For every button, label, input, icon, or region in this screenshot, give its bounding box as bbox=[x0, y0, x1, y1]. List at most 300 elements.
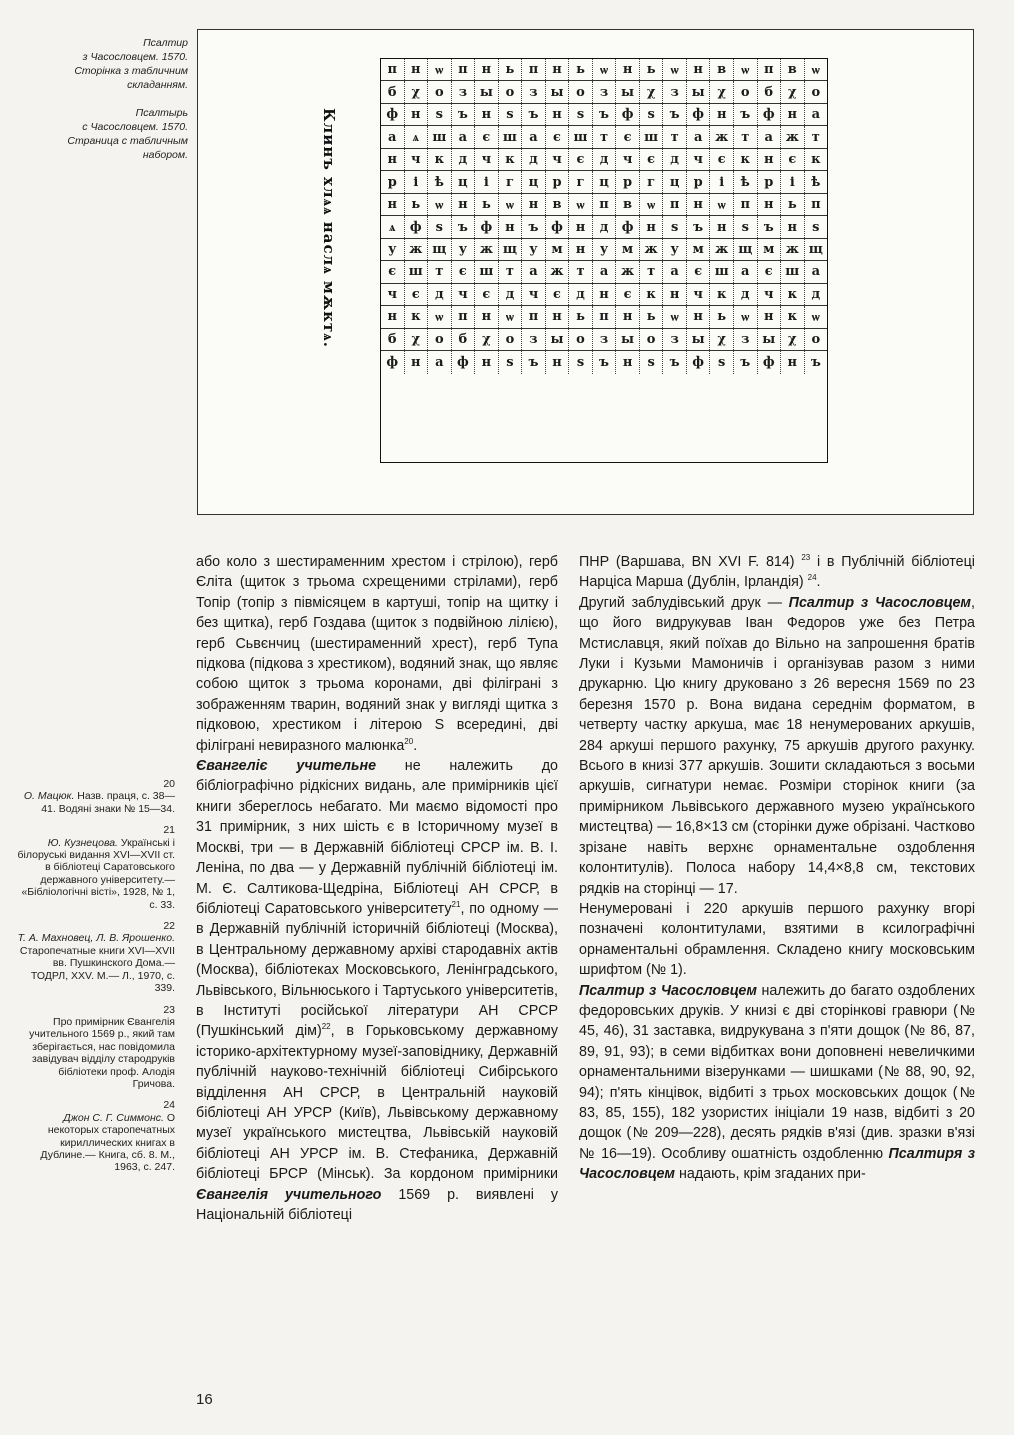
grid-cell: у bbox=[522, 239, 546, 260]
grid-cell: ъ bbox=[687, 216, 711, 237]
grid-cell: а bbox=[522, 126, 546, 147]
grid-cell: ч bbox=[687, 149, 711, 170]
grid-cell: ш bbox=[710, 261, 734, 282]
grid-cell: о bbox=[811, 84, 821, 100]
grid-cell: н bbox=[381, 194, 405, 215]
grid-cell: з bbox=[452, 81, 476, 102]
footnote-ref: 21 bbox=[451, 900, 461, 910]
grid-cell: ь bbox=[640, 306, 664, 327]
grid-cell: н bbox=[687, 194, 711, 215]
grid-cell: ф bbox=[616, 104, 640, 125]
grid-cell: з bbox=[663, 329, 687, 350]
grid-cell: ѡ bbox=[734, 306, 758, 327]
grid-cell: о bbox=[811, 331, 821, 347]
grid-cell: ѡ bbox=[428, 59, 452, 80]
caption-line: набором. bbox=[142, 149, 188, 161]
book-title: Псалтир з Часословцем bbox=[579, 982, 757, 999]
grid-cell: п bbox=[381, 59, 405, 80]
grid-cell: з bbox=[663, 81, 687, 102]
grid-cell: ѡ bbox=[640, 194, 664, 215]
grid-cell: ѡ bbox=[499, 306, 523, 327]
grid-cell: ы bbox=[546, 329, 570, 350]
grid-cell: і bbox=[710, 171, 734, 192]
grid-cell: н bbox=[758, 306, 782, 327]
caption-line: Псалтырь bbox=[135, 107, 188, 119]
grid-cell: у bbox=[452, 239, 476, 260]
footnote-ref: 22 bbox=[321, 1022, 331, 1032]
grid-cell: ъ bbox=[663, 351, 687, 373]
grid-cell: ж bbox=[710, 126, 734, 147]
grid-row bbox=[381, 284, 827, 306]
grid-cell: ь bbox=[710, 306, 734, 327]
grid-cell: к bbox=[428, 149, 452, 170]
footnote-ref: 20 bbox=[404, 736, 414, 746]
grid-cell: в bbox=[781, 59, 805, 80]
text-run: Другий заблудівський друк — bbox=[579, 594, 789, 611]
grid-cell: ш bbox=[640, 126, 664, 147]
grid-cell: ѡ bbox=[811, 62, 820, 78]
footnote-text: Про примірник Євангелія учительного 1569 р., який там зберігається, нас повідомила завідувач відділу стародруків бібліотеки проф. Алодія Гричова. bbox=[29, 1015, 175, 1090]
grid-cell: s bbox=[640, 351, 664, 373]
grid-cell: к bbox=[734, 149, 758, 170]
grid-cell: ш bbox=[405, 261, 429, 282]
grid-cell: н bbox=[452, 194, 476, 215]
grid-cell: а bbox=[663, 261, 687, 282]
grid-cell: χ bbox=[405, 329, 429, 350]
caption-line: Сторінка з табличним bbox=[74, 65, 188, 77]
caption-line: с Часословцем. 1570. bbox=[82, 121, 188, 133]
grid-row bbox=[381, 81, 827, 103]
grid-cell: ф bbox=[687, 104, 711, 125]
grid-cell: м bbox=[758, 239, 782, 260]
grid-cell: ъ bbox=[758, 216, 782, 237]
grid-cell: н bbox=[546, 59, 570, 80]
text-run: Ненумеровані і 220 аркушів першого рахунку вгорі позначені колонтитулами, взятими в ксилографічні орнаментальні обрамлення. Складено книгу московським шрифтом (№ 1). bbox=[579, 900, 975, 979]
grid-cell: з bbox=[522, 329, 546, 350]
grid-cell: є bbox=[569, 149, 593, 170]
grid-row bbox=[381, 216, 827, 238]
grid-cell: п bbox=[452, 306, 476, 327]
grid-cell: а bbox=[522, 261, 546, 282]
grid-cell: н bbox=[475, 104, 499, 125]
caption-russian bbox=[18, 106, 188, 162]
grid-cell: п bbox=[522, 306, 546, 327]
grid-cell: к bbox=[640, 284, 664, 305]
grid-cell: ѡ bbox=[569, 194, 593, 215]
grid-cell: ѡ bbox=[734, 59, 758, 80]
grid-cell: б bbox=[758, 81, 782, 102]
grid-cell: ъ bbox=[734, 351, 758, 373]
footnote-text: О некоторых старопечатных кириллических книгах в Дублине.— Книга, сб. 8. М., 1963, с. 247. bbox=[40, 1111, 175, 1174]
grid-cell: к bbox=[811, 152, 821, 168]
grid-cell: ф bbox=[758, 351, 782, 373]
grid-cell: з bbox=[593, 81, 617, 102]
grid-cell: в bbox=[546, 194, 570, 215]
grid-cell: ѣ bbox=[734, 171, 758, 192]
grid-cell: ѧ bbox=[381, 216, 405, 237]
caption-ukrainian bbox=[18, 36, 188, 92]
grid-cell: χ bbox=[781, 329, 805, 350]
grid-cell: є bbox=[475, 126, 499, 147]
letter-grid bbox=[380, 58, 828, 463]
grid-cell: н bbox=[475, 306, 499, 327]
grid-cell: о bbox=[499, 81, 523, 102]
grid-cell: о bbox=[569, 81, 593, 102]
grid-cell: н bbox=[381, 149, 405, 170]
grid-cell: т bbox=[499, 261, 523, 282]
grid-cell: в bbox=[616, 194, 640, 215]
grid-cell: ѡ bbox=[663, 306, 687, 327]
text-column-right bbox=[579, 552, 975, 1185]
grid-cell: ц bbox=[663, 171, 687, 192]
grid-cell: а bbox=[687, 126, 711, 147]
footnotes-sidebar bbox=[15, 778, 175, 1183]
grid-cell: s bbox=[710, 351, 734, 373]
grid-cell: ф bbox=[546, 216, 570, 237]
grid-cell: а bbox=[734, 261, 758, 282]
grid-cell: т bbox=[593, 126, 617, 147]
grid-cell: ж bbox=[710, 239, 734, 260]
grid-cell: ѡ bbox=[811, 309, 820, 325]
grid-cell: і bbox=[781, 171, 805, 192]
grid-cell: є bbox=[405, 284, 429, 305]
grid-cell: н bbox=[499, 216, 523, 237]
grid-cell: ф bbox=[758, 104, 782, 125]
grid-cell: ч bbox=[405, 149, 429, 170]
grid-cell: н bbox=[475, 351, 499, 373]
grid-cell: н bbox=[546, 351, 570, 373]
grid-cell: ѡ bbox=[428, 194, 452, 215]
footnote-number: 24 bbox=[163, 1099, 175, 1112]
footnote-author: Ю. Кузнецова. bbox=[47, 836, 118, 849]
grid-cell: ь bbox=[569, 306, 593, 327]
grid-cell: б bbox=[452, 329, 476, 350]
grid-cell: ъ bbox=[734, 104, 758, 125]
grid-cell: ш bbox=[475, 261, 499, 282]
grid-cell: ц bbox=[522, 171, 546, 192]
grid-cell: р bbox=[758, 171, 782, 192]
grid-cell: к bbox=[405, 306, 429, 327]
grid-row bbox=[381, 59, 827, 81]
footnote-text: Назв. праця, с. 38—41. Водяні знаки № 15—34. bbox=[41, 790, 175, 815]
grid-cell: д bbox=[734, 284, 758, 305]
grid-cell: г bbox=[569, 171, 593, 192]
grid-cell: ь bbox=[640, 59, 664, 80]
grid-cell: р bbox=[687, 171, 711, 192]
grid-cell: ы bbox=[616, 81, 640, 102]
paragraph: ПНР (Варшава, BN XVI F. 814) $^{23}$ і в Публічній бібліотеці Нарціса Марша (Дублін, Ірландія) $^{24}$. bbox=[579, 553, 975, 591]
text-run: і в Публічній бібліотеці Нарціса Марша (Дублін, Ірландія) bbox=[579, 554, 975, 591]
grid-cell: ч bbox=[381, 284, 405, 305]
grid-cell: ф bbox=[687, 351, 711, 373]
grid-cell: s bbox=[499, 104, 523, 125]
grid-cell: ц bbox=[593, 171, 617, 192]
grid-cell: ѣ bbox=[811, 174, 821, 190]
grid-row bbox=[381, 171, 827, 193]
grid-cell: ѡ bbox=[499, 194, 523, 215]
grid-cell: т bbox=[428, 261, 452, 282]
grid-cell: є bbox=[781, 149, 805, 170]
grid-cell: ф bbox=[616, 216, 640, 237]
grid-cell: є bbox=[546, 284, 570, 305]
grid-cell: н bbox=[640, 216, 664, 237]
grid-cell: н bbox=[781, 104, 805, 125]
grid-cell: р bbox=[616, 171, 640, 192]
grid-cell: п bbox=[663, 194, 687, 215]
grid-row bbox=[381, 329, 827, 351]
grid-cell: ь bbox=[781, 194, 805, 215]
grid-cell: в bbox=[710, 59, 734, 80]
grid-cell: і bbox=[405, 171, 429, 192]
grid-cell: ф bbox=[452, 351, 476, 373]
grid-cell: к bbox=[781, 306, 805, 327]
grid-cell: щ bbox=[734, 239, 758, 260]
grid-cell: о bbox=[640, 329, 664, 350]
grid-cell: а bbox=[758, 126, 782, 147]
grid-cell: ч bbox=[616, 149, 640, 170]
grid-cell: χ bbox=[781, 81, 805, 102]
grid-cell: п bbox=[758, 59, 782, 80]
grid-cell: s bbox=[569, 351, 593, 373]
grid-cell: д bbox=[593, 149, 617, 170]
grid-cell: н bbox=[758, 149, 782, 170]
grid-cell: н bbox=[569, 239, 593, 260]
text-run: , в Горьковському державному історико-архітектурному музеї-заповіднику, Державній публічній науково-технічній бібліотеці Сибірського відділення АН СРСР, в Центральній науковій бібліотеці АН УРСР (Київ), Львівському державному музеї українського мистецтва, Львівській науковій бібліотеці АН УРСР ім. В. Стефаника, Державній бібліотеці БРСР (Мінськ). За кордоном примірники bbox=[196, 1023, 558, 1183]
text-run: не належить до бібліографічно рідкісних видань, але примірників цієї книги збереглось небагато. Ми маємо відомості про 31 примірник, з них шість є в Історичному музеї в Москві, три — в Державній бібліотеці СРСР ім. В. І. Леніна, по два — у Державній публічній бібліотеці ім. М. Є. Салтикова-Щедріна, Бібліотеці АН СРСР, в бібліотеці Саратовського університету bbox=[196, 758, 558, 917]
grid-cell: ы bbox=[758, 329, 782, 350]
grid-cell: н bbox=[781, 351, 805, 373]
grid-cell: ч bbox=[452, 284, 476, 305]
grid-row bbox=[381, 194, 827, 216]
grid-cell: ц bbox=[452, 171, 476, 192]
grid-cell: ъ bbox=[593, 104, 617, 125]
paragraph: або коло з шестираменним хрестом і стрілою), герб Єліта (щиток з трьома схрещеними стрілами), герб Топір (топір з півмісяцем в картуші, топір на щитку і без щитка), герб Гоздава (щиток з подвійною лілією), герб Сьвєнчиц (шестираменний хрест), герб Тупа підкова (підкова з хрестиком), водяний знак, що являє собою щиток з трьома коронами, дві філіграні з зображенням тварин, водяний знак у вигляді щитка з підковою, хрестиком і літерою S всередині, дві філіграні невиразного малюнка$^{20}$. bbox=[196, 554, 558, 754]
grid-cell: п bbox=[593, 194, 617, 215]
grid-row bbox=[381, 351, 827, 373]
grid-cell: ж bbox=[475, 239, 499, 260]
grid-cell: ш bbox=[569, 126, 593, 147]
footnote-author: О. Мацюк. bbox=[23, 790, 75, 803]
text-run: належить до багато оздоблених федоровських друків. У книзі є дві сторінкові гравюри (№ 45, 46), 31 заставка, видрукувана з п'яти дощок (№ 86, 87, 89, 91, 93); в семи відбитках вони доповнені невеличкими орнаментальними візерунками — шишками (№ 88, 90, 92, 94); п'ять кінцівок, відбиті з трьох московських дощок (№ 83, 85, 155), 182 узористих ініціали 19 назв, відбиті з 20 дощок (№ 209—228), десять рядків в'язі (див. зразки в'язі № 16—19). Особливу ошатність оздобленню bbox=[579, 982, 975, 1162]
grid-cell: р bbox=[381, 171, 405, 192]
grid-cell: s bbox=[569, 104, 593, 125]
grid-cell: а bbox=[428, 351, 452, 373]
grid-cell: д bbox=[428, 284, 452, 305]
grid-cell: ѡ bbox=[428, 306, 452, 327]
footnote-number: 20 bbox=[163, 778, 175, 790]
grid-cell: ж bbox=[640, 239, 664, 260]
grid-cell: ы bbox=[546, 81, 570, 102]
grid-row bbox=[381, 126, 827, 148]
grid-cell: о bbox=[428, 81, 452, 102]
grid-cell: н bbox=[687, 59, 711, 80]
grid-cell: χ bbox=[405, 81, 429, 102]
footnote-number: 22 bbox=[163, 920, 175, 933]
grid-cell: н bbox=[616, 306, 640, 327]
grid-cell: т bbox=[811, 129, 820, 145]
grid-cell: ч bbox=[546, 149, 570, 170]
grid-cell: χ bbox=[710, 329, 734, 350]
grid-cell: д bbox=[569, 284, 593, 305]
grid-cell: ъ bbox=[522, 216, 546, 237]
grid-cell: о bbox=[734, 81, 758, 102]
grid-cell: ъ bbox=[522, 104, 546, 125]
text-run: надають, крім згаданих при- bbox=[675, 1166, 866, 1183]
grid-cell: н bbox=[405, 104, 429, 125]
caption-line: складанням. bbox=[127, 79, 188, 91]
grid-cell: п bbox=[593, 306, 617, 327]
grid-cell: ш bbox=[499, 126, 523, 147]
grid-cell: s bbox=[812, 219, 820, 235]
grid-cell: н bbox=[475, 59, 499, 80]
grid-cell: д bbox=[663, 149, 687, 170]
footnote bbox=[15, 778, 175, 815]
grid-cell: б bbox=[381, 329, 405, 350]
grid-cell: з bbox=[593, 329, 617, 350]
paragraph bbox=[579, 899, 975, 981]
grid-cell: д bbox=[593, 216, 617, 237]
grid-cell: є bbox=[381, 261, 405, 282]
grid-row bbox=[381, 149, 827, 171]
grid-cell: д bbox=[452, 149, 476, 170]
grid-cell: ы bbox=[687, 329, 711, 350]
footnote bbox=[15, 1004, 175, 1091]
footnote-text: Українські і білоруські видання XVI—XVII ст. в бібліотеці Саратовського державного університету.— «Бібліологічні вісті», 1928, № 1, с. 33. bbox=[17, 836, 175, 911]
grid-cell: χ bbox=[710, 81, 734, 102]
page-number: 16 bbox=[196, 1391, 213, 1408]
grid-cell: д bbox=[522, 149, 546, 170]
grid-cell: s bbox=[499, 351, 523, 373]
grid-cell: ь bbox=[475, 194, 499, 215]
grid-cell: ъ bbox=[593, 351, 617, 373]
grid-cell: м bbox=[687, 239, 711, 260]
grid-cell: н bbox=[710, 216, 734, 237]
grid-cell: н bbox=[663, 284, 687, 305]
caption-line: з Часословцем. 1570. bbox=[82, 51, 188, 63]
grid-cell: к bbox=[781, 284, 805, 305]
grid-cell: ж bbox=[781, 126, 805, 147]
grid-cell: п bbox=[452, 59, 476, 80]
grid-cell: щ bbox=[428, 239, 452, 260]
grid-cell: м bbox=[546, 239, 570, 260]
grid-cell: з bbox=[734, 329, 758, 350]
grid-cell: ы bbox=[687, 81, 711, 102]
grid-cell: н bbox=[522, 194, 546, 215]
grid-cell: н bbox=[546, 306, 570, 327]
grid-cell: і bbox=[475, 171, 499, 192]
footnote-number: 21 bbox=[163, 824, 175, 837]
grid-cell: щ bbox=[808, 241, 823, 257]
grid-cell: s bbox=[663, 216, 687, 237]
caption-line: Страница с табличным bbox=[67, 135, 188, 147]
grid-cell: ч bbox=[687, 284, 711, 305]
grid-cell: з bbox=[522, 81, 546, 102]
grid-cell: ф bbox=[405, 216, 429, 237]
grid-cell: χ bbox=[640, 81, 664, 102]
grid-cell: s bbox=[428, 104, 452, 125]
grid-cell: ф bbox=[475, 216, 499, 237]
grid-cell: ь bbox=[569, 59, 593, 80]
grid-cell: є bbox=[616, 284, 640, 305]
grid-cell: о bbox=[428, 329, 452, 350]
grid-cell: н bbox=[616, 351, 640, 373]
grid-cell: є bbox=[546, 126, 570, 147]
grid-cell: у bbox=[593, 239, 617, 260]
grid-cell: н bbox=[593, 284, 617, 305]
grid-cell: н bbox=[781, 216, 805, 237]
text-run: ПНР (Варшава, BN XVI F. 814) bbox=[579, 554, 795, 570]
grid-cell: д bbox=[811, 286, 821, 302]
grid-row bbox=[381, 261, 827, 283]
grid-cell: ч bbox=[522, 284, 546, 305]
grid-cell: г bbox=[640, 171, 664, 192]
grid-cell: ш bbox=[428, 126, 452, 147]
grid-cell: н bbox=[546, 104, 570, 125]
grid-cell: н bbox=[381, 306, 405, 327]
grid-cell: є bbox=[687, 261, 711, 282]
grid-cell: о bbox=[569, 329, 593, 350]
grid-cell: є bbox=[710, 149, 734, 170]
grid-cell: s bbox=[734, 216, 758, 237]
grid-cell: н bbox=[569, 216, 593, 237]
footnote-text: Старопечатные книги XVI—XVII вв. Пушкинского Дома.— ТОДРЛ, XXV. М.— Л., 1970, с. 339. bbox=[19, 944, 175, 995]
grid-cell: а bbox=[593, 261, 617, 282]
footnote-author: Т. А. Махновец, Л. В. Ярошенко. bbox=[17, 932, 175, 945]
grid-cell: н bbox=[710, 104, 734, 125]
grid-cell: ъ bbox=[810, 354, 821, 370]
grid-cell: б bbox=[381, 81, 405, 102]
grid-cell: н bbox=[405, 351, 429, 373]
book-title: Євангелія учительного bbox=[196, 1186, 382, 1203]
footnote-author: Джон С. Г. Симмонс. bbox=[63, 1111, 164, 1124]
text-run: , по одному — в Державній публічній історичній бібліотеці (Москва), в Центральному державному архіві стародавніх актів (Москва), бібліотеках Московського, Ленінградського, Львівського, Вільнюського і Тартуського університетів, в Інституті російської літератури АН СРСР (Пушкінський дім) bbox=[196, 900, 558, 1040]
grid-row bbox=[381, 104, 827, 126]
book-title: Псалтир з Часословцем bbox=[788, 594, 971, 611]
grid-cell: ф bbox=[381, 351, 405, 373]
grid-cell: s bbox=[640, 104, 664, 125]
text-run: 1569 р. виявлені у Національній бібліотеці bbox=[196, 1186, 558, 1223]
grid-cell: ѧ bbox=[405, 126, 429, 147]
grid-cell: н bbox=[616, 59, 640, 80]
grid-cell: г bbox=[499, 171, 523, 192]
grid-cell: п bbox=[811, 197, 821, 213]
grid-cell: ж bbox=[781, 239, 805, 260]
grid-cell: ы bbox=[475, 81, 499, 102]
footnote bbox=[15, 824, 175, 911]
grid-cell: ь bbox=[499, 59, 523, 80]
caption-line: Псалтир bbox=[143, 37, 188, 49]
grid-cell: п bbox=[522, 59, 546, 80]
grid-cell: ж bbox=[405, 239, 429, 260]
text-column-left bbox=[196, 552, 558, 1225]
grid-cell: р bbox=[546, 171, 570, 192]
grid-cell: ж bbox=[616, 261, 640, 282]
grid-cell: у bbox=[663, 239, 687, 260]
footnote bbox=[15, 1099, 175, 1173]
grid-cell: у bbox=[381, 239, 405, 260]
grid-cell: ы bbox=[616, 329, 640, 350]
grid-cell: ѡ bbox=[663, 59, 687, 80]
grid-cell: т bbox=[569, 261, 593, 282]
paragraph bbox=[579, 981, 975, 1185]
grid-cell: ъ bbox=[452, 104, 476, 125]
grid-cell: к bbox=[710, 284, 734, 305]
grid-cell: т bbox=[640, 261, 664, 282]
paragraph bbox=[196, 756, 558, 1225]
grid-cell: п bbox=[734, 194, 758, 215]
grid-cell: м bbox=[616, 239, 640, 260]
grid-cell: ъ bbox=[663, 104, 687, 125]
